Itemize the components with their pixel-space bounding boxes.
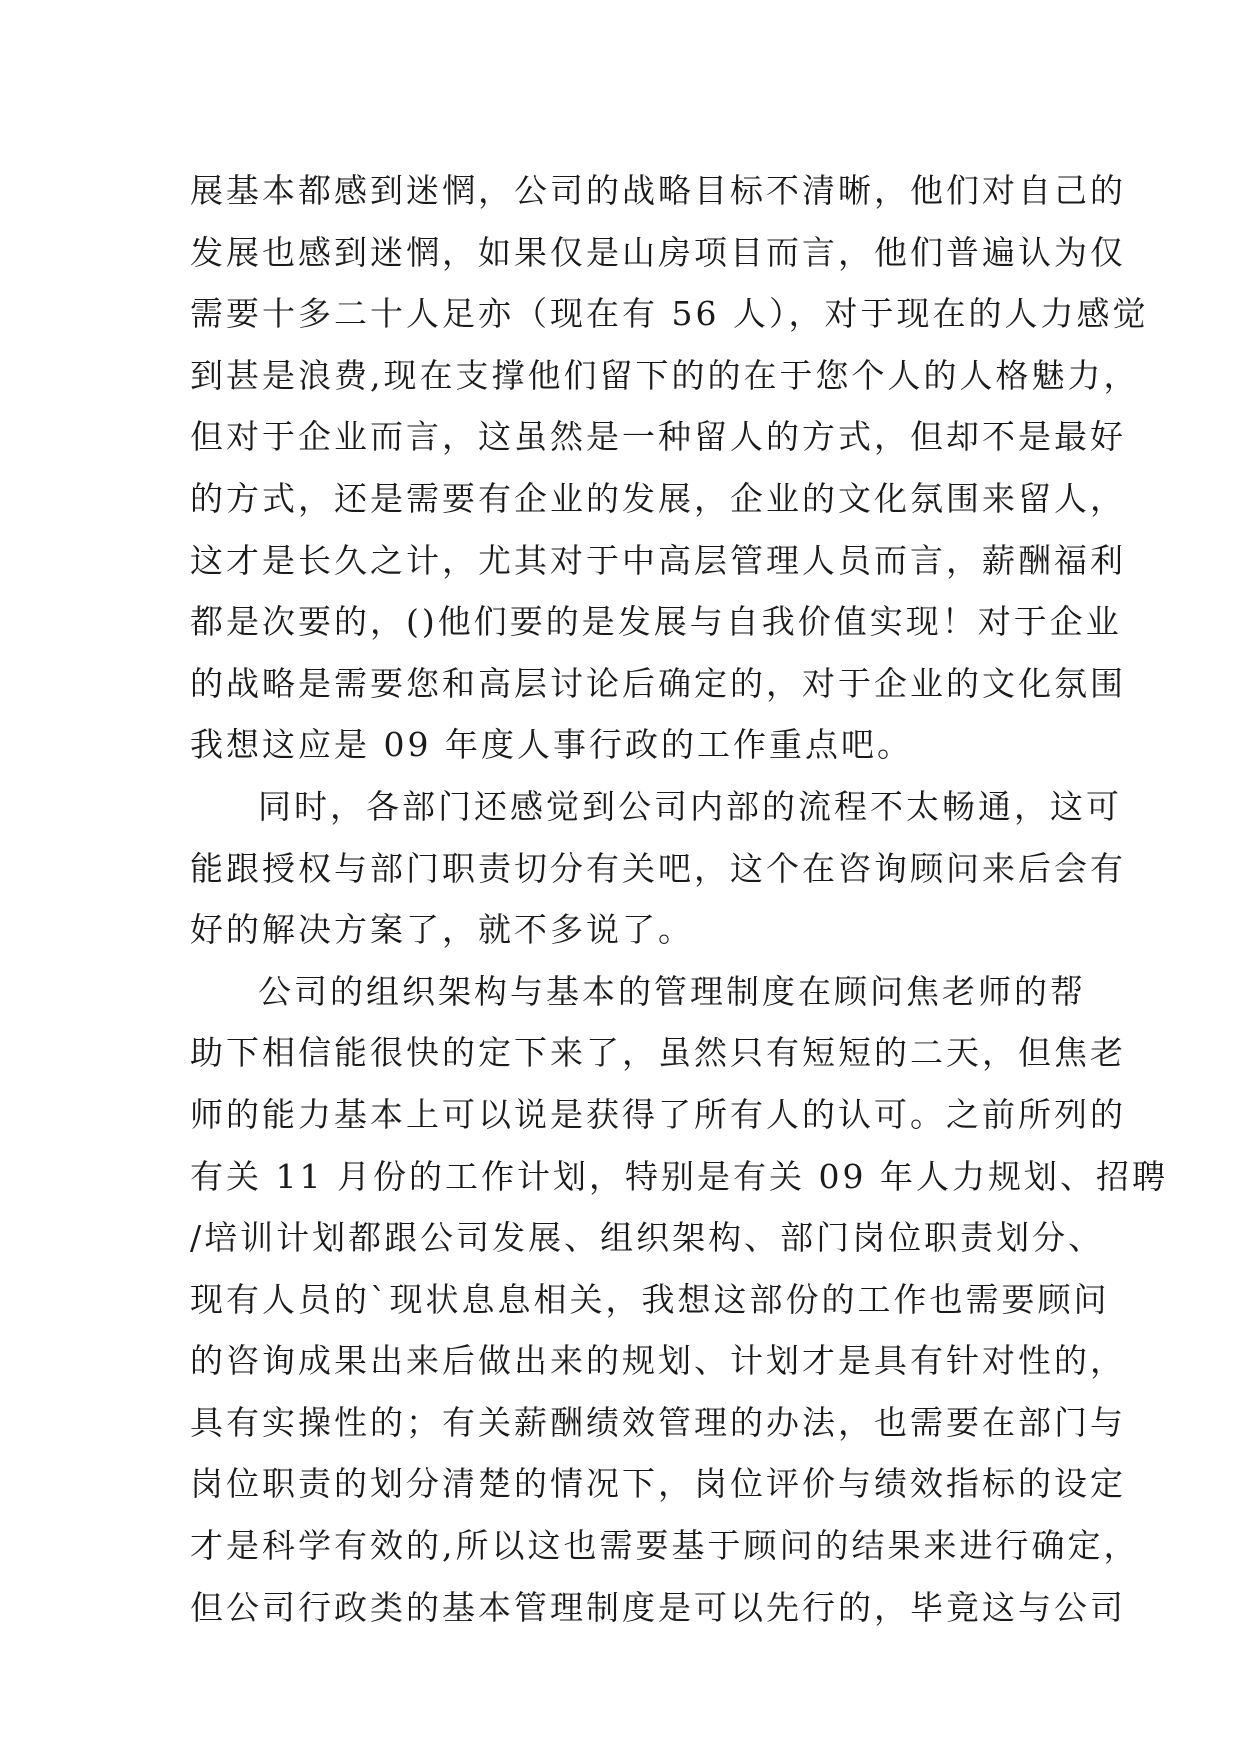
text-line: 到甚是浪费,现在支撑他们留下的的在于您个人的人格魅力， (190, 355, 1140, 395)
text-line: 的方式，还是需要有企业的发展，企业的文化氛围来留人， (190, 478, 1126, 518)
text-line: 发展也感到迷惘，如果仅是山房项目而言，他们普遍认为仅 (190, 232, 1126, 272)
text-line: 助下相信能很快的定下来了，虽然只有短短的二天，但焦老 (190, 1033, 1126, 1073)
text-line: 公司的组织架构与基本的管理制度在顾问焦老师的帮 (258, 971, 1086, 1011)
text-line: 同时，各部门还感觉到公司内部的流程不太畅通，这可 (258, 786, 1122, 826)
text-line: 才是科学有效的,所以这也需要基于顾问的结果来进行确定， (190, 1526, 1140, 1566)
text-line: 师的能力基本上可以说是获得了所有人的认可。之前所列的 (190, 1094, 1126, 1134)
text-line: 现有人员的`现状息息相关，我想这部份的工作也需要顾问 (190, 1279, 1110, 1319)
text-line: 好的解决方案了，就不多说了。 (190, 910, 694, 950)
text-line: 的战略是需要您和高层讨论后确定的，对于企业的文化氛围 (190, 663, 1126, 703)
text-line: 的咨询成果出来后做出来的规划、计划才是具有针对性的， (190, 1341, 1126, 1381)
text-line: /培训计划都跟公司发展、组织架构、部门岗位职责划分、 (190, 1218, 1105, 1258)
text-line: 都是次要的，()他们要的是发展与自我价值实现！对于企业 (190, 602, 1122, 642)
body-text (190, 160, 1168, 1638)
text-line: 需要十多二十人足亦（现在有 56 人），对于现在的人力感觉 (190, 294, 1149, 334)
text-line: 有关 11 月份的工作计划，特别是有关 09 年人力规划、招聘 (190, 1156, 1168, 1196)
text-line: 但公司行政类的基本管理制度是可以先行的，毕竟这与公司 (190, 1587, 1126, 1627)
text-line: 这才是长久之计，尤其对于中高层管理人员而言，薪酬福利 (190, 540, 1126, 580)
text-line: 展基本都感到迷惘，公司的战略目标不清晰，他们对自己的 (190, 171, 1126, 210)
text-line: 具有实操性的；有关薪酬绩效管理的办法，也需要在部门与 (190, 1402, 1126, 1442)
text-line: 但对于企业而言，这虽然是一种留人的方式，但却不是最好 (190, 417, 1126, 457)
text-line: 岗位职责的划分清楚的情况下，岗位评价与绩效指标的设定 (190, 1464, 1126, 1504)
text-line: 我想这应是 09 年度人事行政的工作重点吧。 (190, 725, 913, 765)
text-line: 能跟授权与部门职责切分有关吧，这个在咨询顾问来后会有 (190, 848, 1126, 888)
